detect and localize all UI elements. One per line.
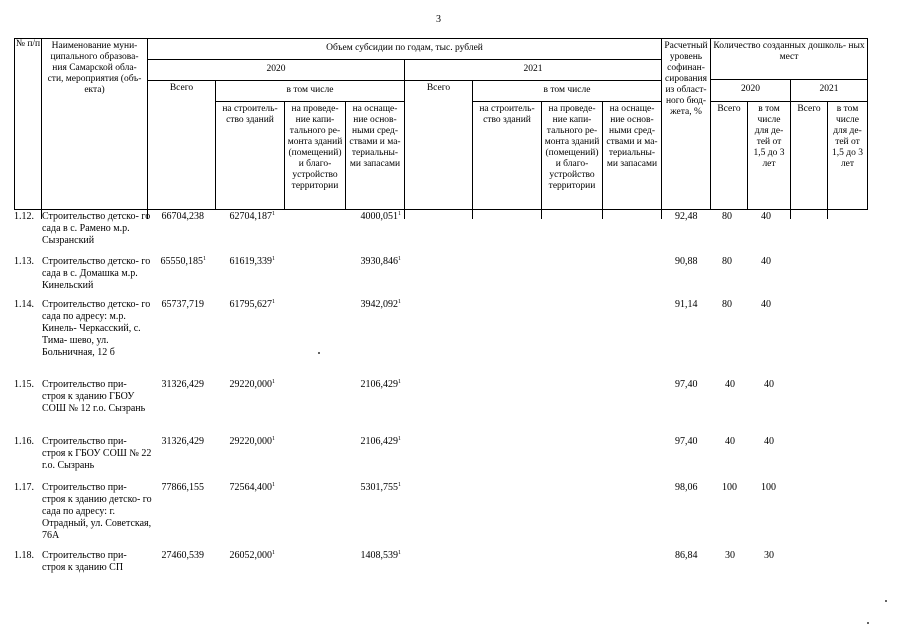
header-places-2020-under3: в том числе для де- тей от 1,5 до 3 лет	[747, 101, 791, 210]
header-2021-total: Всего	[404, 80, 473, 210]
row-places: 30	[725, 550, 735, 561]
row-equipment: 1408,539$^1$	[360, 550, 401, 561]
row-places-under3: 40	[761, 299, 771, 310]
row-rate: 86,84	[675, 550, 698, 561]
header-2020-construction: на строитель- ство зданий	[215, 101, 285, 210]
row-name: Строительство детско- го сада в с. Рамено м.р. Сызранский	[42, 211, 151, 246]
row-places-under3: 30	[764, 550, 774, 561]
column-divider	[661, 209, 662, 219]
header-2020-repair: на проведе- ние капи- тального ре- монта зданий (помещений) и благо- устройство территории	[284, 101, 346, 210]
row-construction: 29220,000$^1$	[229, 379, 275, 390]
row-equipment: 2106,429$^1$	[360, 379, 401, 390]
header-places-2020-total: Всего	[710, 101, 748, 210]
row-number: 1.13.	[14, 256, 34, 267]
row-equipment: 3942,092$^1$	[360, 299, 401, 310]
header-2020-equipment: на оснаще- ние основ- ными сред- ствами и ма- териальны- ми запасами	[345, 101, 405, 210]
row-total: 65737,719	[161, 299, 204, 310]
row-construction: 62704,187$^1$	[229, 211, 275, 222]
row-places-under3: 40	[761, 211, 771, 222]
column-divider	[472, 209, 473, 219]
row-number: 1.17.	[14, 482, 34, 493]
row-places: 80	[722, 211, 732, 222]
column-divider	[790, 209, 791, 219]
row-equipment: 2106,429$^1$	[360, 436, 401, 447]
row-places-under3: 40	[764, 379, 774, 390]
header-2021-repair: на проведе- ние капи- тального ре- монта зданий (помещений) и благо- устройство территории	[541, 101, 603, 210]
header-col-name: Наименование муни- ципального образова- ния Самарской обла- сти, мероприятия (объ- екта)	[41, 38, 148, 210]
header-2021-construction: на строитель- ство зданий	[472, 101, 542, 210]
row-name: Строительство при- строя к ГБОУ СОШ № 22 г.о. Сызрань	[42, 436, 152, 471]
row-name: Строительство при- строя к зданию СП	[42, 550, 127, 573]
row-construction: 72564,400$^1$	[229, 482, 275, 493]
row-rate: 97,40	[675, 436, 698, 447]
row-equipment: 4000,051$^1$	[360, 211, 401, 222]
header-subsidy-title: Объем субсидии по годам, тыс. рублей	[147, 38, 662, 60]
row-construction: 26052,000$^1$	[229, 550, 275, 561]
row-total: 77866,155	[161, 482, 204, 493]
row-places-under3: 40	[761, 256, 771, 267]
header-year-2021: 2021	[404, 59, 662, 81]
column-divider	[602, 209, 603, 219]
row-total: 31326,429	[161, 436, 204, 447]
page-number: 3	[436, 14, 441, 25]
row-total: 31326,429	[161, 379, 204, 390]
header-2021-including: в том числе	[472, 80, 662, 102]
row-rate: 97,40	[675, 379, 698, 390]
row-total: 66704,238	[161, 211, 204, 222]
header-year-2020: 2020	[147, 59, 405, 81]
header-places-2021-total: Всего	[790, 101, 828, 210]
column-divider	[541, 209, 542, 219]
row-rate: 92,48	[675, 211, 698, 222]
header-2020-including: в том числе	[215, 80, 405, 102]
row-number: 1.12.	[14, 211, 34, 222]
column-divider	[404, 209, 405, 219]
scan-speck	[885, 600, 887, 602]
header-rate: Расчетный уровень софинан- сирования из област- ного бюд- жета, %	[661, 38, 711, 210]
header-places-title: Количество созданных дошколь- ных мест	[710, 38, 868, 80]
row-name: Строительство детско- го сада в с. Домашка м.р. Кинельский	[42, 256, 151, 291]
row-places-under3: 40	[764, 436, 774, 447]
row-rate: 98,06	[675, 482, 698, 493]
row-number: 1.18.	[14, 550, 34, 561]
column-divider	[827, 209, 828, 219]
header-places-2020: 2020	[710, 79, 791, 102]
row-places: 40	[725, 436, 735, 447]
row-name: Строительство при- строя к зданию детско- го сада по адресу: г. Отрадный, ул. Советская, 76А	[42, 482, 152, 541]
row-construction: 61795,627$^1$	[229, 299, 275, 310]
header-places-2021: 2021	[790, 79, 868, 102]
row-name: Строительство детско- го сада по адресу: м.р. Кинель- Черкасский, с. Тима- шево, ул. Больничная, 12 б	[42, 299, 151, 358]
row-equipment: 3930,846$^1$	[360, 256, 401, 267]
row-construction: 29220,000$^1$	[229, 436, 275, 447]
row-rate: 91,14	[675, 299, 698, 310]
header-col-number: № п/п	[14, 38, 42, 210]
header-2021-equipment: на оснаще- ние основ- ными сред- ствами и ма- териальны- ми запасами	[602, 101, 662, 210]
row-places: 40	[725, 379, 735, 390]
row-name: Строительство при- строя к зданию ГБОУ СОШ № 12 г.о. Сызрань	[42, 379, 146, 414]
row-places-under3: 100	[761, 482, 776, 493]
row-places: 80	[722, 299, 732, 310]
row-places: 80	[722, 256, 732, 267]
row-equipment: 5301,755$^1$	[360, 482, 401, 493]
row-total: 27460,539	[161, 550, 204, 561]
row-places: 100	[722, 482, 737, 493]
row-number: 1.15.	[14, 379, 34, 390]
row-total: 65550,185$^1$	[160, 256, 206, 267]
header-places-2021-under3: в том числе для де- тей от 1,5 до 3 лет	[827, 101, 868, 210]
row-construction: 61619,339$^1$	[229, 256, 275, 267]
scan-speck	[867, 622, 869, 624]
row-number: 1.16.	[14, 436, 34, 447]
scan-speck	[318, 352, 320, 354]
row-number: 1.14.	[14, 299, 34, 310]
header-2020-total: Всего	[147, 80, 216, 210]
row-rate: 90,88	[675, 256, 698, 267]
